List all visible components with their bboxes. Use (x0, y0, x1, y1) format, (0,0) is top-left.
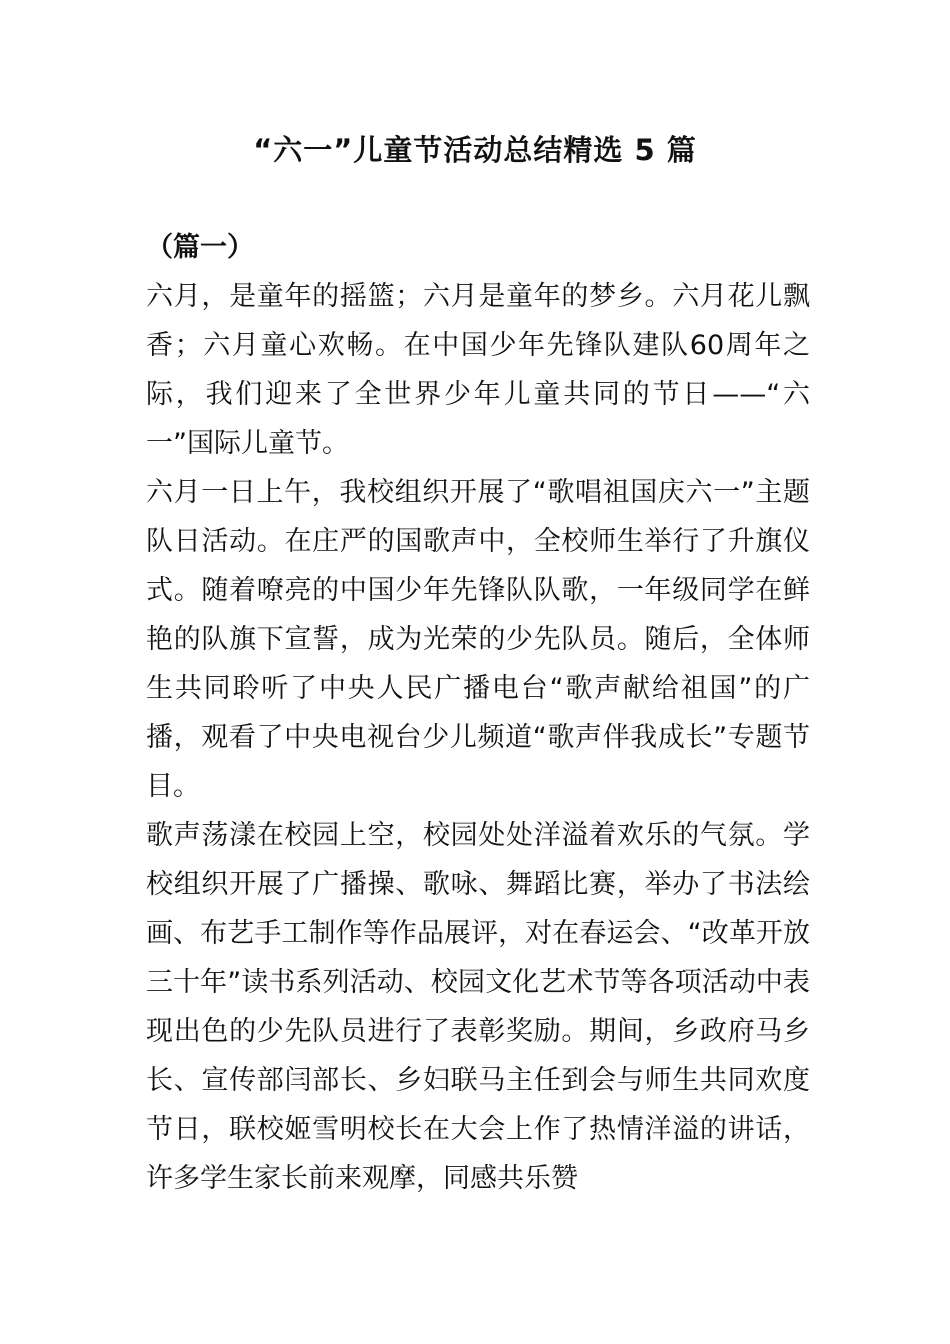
paragraph-1: 六月，是童年的摇篮；六月是童年的梦乡。六月花儿飘香；六月童心欢畅。在中国少年先锋队建队60周年之际，我们迎来了全世界少年儿童共同的节日——“六一”国际儿童节。 (146, 281, 810, 459)
section-heading: （篇一） (146, 232, 254, 263)
document-title: “六一”儿童节活动总结精选 5 篇 (253, 133, 697, 167)
body-text (146, 272, 810, 1203)
paragraph-2: 六月一日上午，我校组织开展了“歌唱祖国庆六一”主题队日活动。在庄严的国歌声中，全校师生举行了升旗仪式。随着嘹亮的中国少年先锋队队歌，一年级同学在鲜艳的队旗下宣誓，成为光荣的少先队员。随后，全体师生共同聆听了中央人民广播电台“歌声献给祖国”的广播，观看了中央电视台少儿频道“歌声伴我成长”专题节目。 (146, 477, 810, 802)
paragraph-3: 歌声荡漾在校园上空，校园处处洋溢着欢乐的气氛。学校组织开展了广播操、歌咏、舞蹈比赛，举办了书法绘画、布艺手工制作等作品展评，对在春运会、“改革开放三十年”读书系列活动、校园文化艺术节等各项活动中表现出色的少先队员进行了表彰奖励。期间，乡政府马乡长、宣传部闫部长、乡妇联马主任到会与师生共同欢度节日，联校姬雪明校长在大会上作了热情洋溢的讲话，许多学生家长前来观摩，同感共乐赞 (146, 820, 810, 1194)
